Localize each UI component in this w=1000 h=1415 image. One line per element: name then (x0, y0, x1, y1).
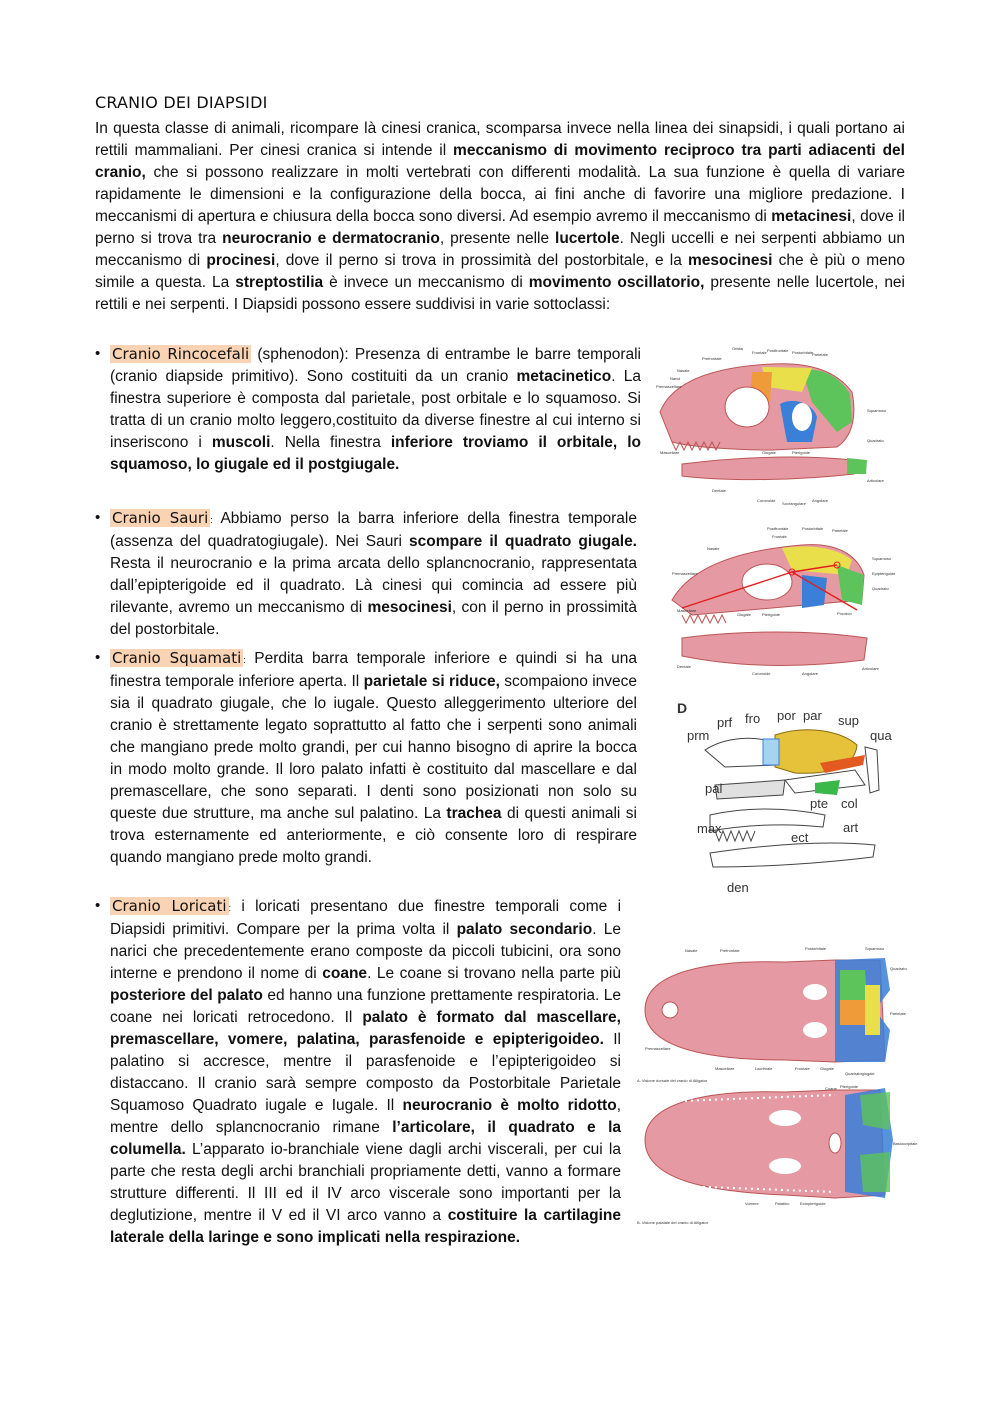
bullet-icon: • (95, 897, 101, 914)
bold-term: mesocinesi (688, 252, 773, 269)
coane (829, 1133, 841, 1153)
svg-text:Parietale: Parietale (812, 352, 828, 357)
svg-text:Giugale: Giugale (762, 450, 776, 455)
svg-text:Squamoso: Squamoso (865, 946, 885, 951)
svg-text:Premascellare: Premascellare (672, 571, 698, 576)
bold-term: l’articolare, il quadrato e la columella. (110, 1119, 622, 1158)
svg-text:Coane: Coane (825, 1086, 837, 1091)
svg-text:Prefrontale: Prefrontale (720, 948, 740, 953)
maxilla (710, 809, 825, 831)
svg-text:Premascellare: Premascellare (656, 384, 682, 389)
heading-colon: : (243, 655, 246, 665)
section-heading: Cranio Rincocefali (112, 345, 250, 363)
svg-text:Quadrato: Quadrato (890, 966, 907, 971)
svg-text:Coronoide: Coronoide (757, 498, 776, 503)
svg-text:Postorbitale: Postorbitale (802, 526, 824, 531)
svg-text:Angolare: Angolare (812, 498, 829, 503)
section-text: i loricati presentano due finestre temporali come i Diapsidi primitivi. Compare per la prima volta il palato secondario. Le narici che precedentemente erano composte da piccoli tubicini, ora sono interne e prendono il nome di coane. Le coane si trovano nella parte più posteriore del palato ed hanno una funzione prettamente respiratoria. Le coane nei loricati retrocedono. Il palato è formato dal mascellare, premascellare, vomere, palatina, parasfenoide e epipterigoideo. Il palatino si accresce, mentre il parasfenoide e l’epipterigoideo si distaccano. Il cranio sarà sempre composto da Postorbitale Parietale Squamoso Quadrato iugale e Iugale. Il neurocranio è molto ridotto, mentre dello splancnocranio rimane l’articolare, il quadrato e la columella. L’apparato io-branchiale viene dagli archi viscerali, per cui la parte che resta degli archi branchiali propriamente detti, vanno a formare strutture differenti. Il III ed il IV arco viscerale sono importanti per la deglutizione, mentre il V ed il VI arco vanno a costituire la cartilagine laterale della laringe e sono implicati nella respirazione. (110, 898, 622, 1246)
bullet-icon: • (95, 649, 101, 666)
svg-text:Angolare: Angolare (802, 671, 819, 676)
figure-rincocefali-skull (652, 342, 902, 510)
svg-text:A. Visione dorsale del cranio: A. Visione dorsale del cranio di Alligator (637, 1078, 708, 1083)
section-text: (sphenodon): Presenza di entrambe le barre temporali (cranio diapside primitivo). Sono costituiti da un cranio metacinetico. La finestra superiore è composta dal parietale, post orbitale e lo squamoso. Si tratta di un cranio molto leggero,costituito da diverse finestre al cui interno si inseriscono i muscoli. Nella finestra inferiore troviamo il orbitale, lo squamoso, lo giugale ed il postgiugale. (110, 346, 641, 473)
svg-text:par: par (803, 708, 822, 723)
svg-text:Postorbitale: Postorbitale (805, 946, 827, 951)
svg-text:Sovrangolare: Sovrangolare (782, 501, 806, 506)
svg-text:Parietale: Parietale (832, 528, 848, 533)
bold-term: parietale si riduce, (363, 673, 500, 690)
svg-text:Giugale: Giugale (737, 612, 751, 617)
lower-jaw (682, 632, 867, 666)
svg-text:Mascellare: Mascellare (660, 450, 680, 455)
bold-term: metacinetico (516, 368, 612, 385)
bullet-icon: • (95, 509, 101, 526)
teeth (682, 615, 726, 623)
svg-text:art: art (843, 820, 859, 835)
svg-text:Frontale: Frontale (795, 1066, 810, 1071)
dorsal-orange (840, 1000, 867, 1025)
bold-term: procinesi (206, 252, 276, 269)
heading-colon: : (210, 515, 213, 525)
svg-text:Quadratogiugale: Quadratogiugale (845, 1071, 875, 1076)
svg-text:D: D (677, 700, 688, 716)
svg-text:Epipterigoide: Epipterigoide (872, 571, 896, 576)
svg-text:Postorbitale: Postorbitale (792, 350, 814, 355)
section-heading: Cranio Sauri (112, 509, 209, 527)
svg-text:Prootico: Prootico (837, 611, 852, 616)
section-squamati (95, 647, 637, 869)
jaw-green (847, 458, 867, 474)
svg-text:Quadrato: Quadrato (872, 586, 889, 591)
bold-term: inferiore troviamo il orbitale, lo squamoso, lo giugale ed il postgiugale. (110, 434, 641, 473)
heading-colon: : (228, 903, 232, 913)
bold-term: movimento oscillatorio, (528, 274, 705, 291)
section-text: Abbiamo perso la barra inferiore della finestra temporale (assenza del quadratogiugale). Nei Sauri scompare il quadrato giugale. Resta il neurocranio e la prima arcata dello splancnocranio, rappresentata dall’epipterigoide ed il quadrato. Là cinesi qui comincia ad essere più rilevante, avremo un meccanismo di mesocinesi, con il perno in prossimità del postorbitale. (110, 510, 637, 638)
page-title: CRANIO DEI DIAPSIDI (95, 93, 268, 112)
svg-text:col: col (841, 796, 858, 811)
svg-text:Dentale: Dentale (677, 664, 691, 669)
svg-text:Mascellare: Mascellare (715, 1066, 735, 1071)
svg-text:Basioccipitale: Basioccipitale (893, 1141, 918, 1146)
svg-text:max: max (697, 821, 722, 836)
svg-text:pal: pal (705, 781, 723, 796)
nares (662, 1002, 678, 1018)
bold-term: costituire la cartilagine laterale della laringe e sono implicati nella respirazione. (110, 1207, 621, 1246)
orbit-blue (763, 739, 779, 765)
svg-text:por: por (777, 708, 796, 723)
palatal-fenestra-2 (769, 1158, 801, 1174)
svg-text:Articolare: Articolare (867, 478, 884, 483)
svg-text:prm: prm (687, 728, 710, 743)
lower-jaw (682, 457, 854, 480)
section-rincocefali (95, 343, 641, 476)
svg-text:den: den (727, 880, 749, 895)
figure-squamati-skull (665, 695, 900, 900)
orbit (742, 564, 792, 600)
palatine-teeth (715, 780, 785, 799)
svg-text:Dentale: Dentale (712, 488, 726, 493)
palatal-green-2 (860, 1152, 890, 1192)
mandible (710, 843, 875, 867)
section-sauri (95, 507, 637, 641)
svg-text:Lacrimale: Lacrimale (755, 1066, 773, 1071)
svg-text:Narici: Narici (670, 376, 681, 381)
section-heading: Cranio Loricati (112, 897, 227, 915)
orbit-left (803, 984, 827, 1000)
svg-text:Frontale: Frontale (772, 534, 787, 539)
svg-text:prf: prf (717, 715, 733, 730)
intro-paragraph: In questa classe di animali, ricompare là cinesi cranica, scomparsa invece nella linea dei sinapsidi, i quali portano ai rettili mammaliani. Per cinesi cranica si intende il meccanismo di movimento reciproco tra parti adiacenti del cranio, che si possono realizzare in molti vertebrati con differenti modalità. La sua funzione è quella di variare rapidamente le dimensioni e la configurazione della bocca, ai fini anche di favorire una migliore predazione. I meccanismi di apertura e chiusura della bocca sono diversi. Ad esempio avremo il meccanismo di metacinesi, dove il perno si trova tra neurocranio e dermatocranio, presente nelle lucertole. Negli uccelli e nei serpenti abbiamo un meccanismo di procinesi, dove il perno si trova in prossimità del postorbitale, e la mesocinesi che è più o meno simile a questa. La streptostilia è invece un meccanismo di movimento oscillatorio, presente nelle lucertole, nei rettili e nei serpenti. I Diapsidi possono essere suddivisi in varie sottoclassi: (95, 120, 906, 313)
bold-term: streptostilia (235, 274, 324, 291)
bold-term: palato è formato dal mascellare, premascellare, vomere, palatina, parasfenoide e epipterigoideo. (110, 1009, 621, 1048)
svg-text:Orbita: Orbita (732, 346, 743, 351)
palatal-green (860, 1092, 890, 1130)
svg-text:B. Visione palatale del cranio: B. Visione palatale del cranio di Alligator (637, 1220, 709, 1225)
svg-text:Squamoso: Squamoso (872, 556, 892, 561)
bold-term: posteriore del palato (110, 987, 263, 1004)
bold-term: scompare il quadrato giugale. (409, 533, 637, 550)
svg-text:Premascellare: Premascellare (645, 1046, 671, 1051)
bullet-icon: • (95, 345, 101, 362)
svg-text:fro: fro (745, 711, 761, 726)
svg-text:pte: pte (810, 796, 829, 811)
svg-text:Pterigoide: Pterigoide (762, 612, 781, 617)
svg-text:Prefrontale: Prefrontale (702, 356, 722, 361)
bold-term: lucertole (555, 230, 620, 247)
svg-text:Quadrato: Quadrato (867, 438, 884, 443)
bold-term: muscoli (211, 434, 271, 451)
svg-text:Ectopterigoide: Ectopterigoide (800, 1201, 826, 1206)
svg-text:Coronoide: Coronoide (752, 671, 771, 676)
svg-text:Postfrontale: Postfrontale (767, 348, 789, 353)
svg-text:Squamoso: Squamoso (867, 408, 887, 413)
section-loricati (95, 895, 621, 1249)
figure-loricati-skull (635, 930, 918, 1228)
svg-text:Parietale: Parietale (890, 1011, 906, 1016)
dorsal-green (840, 970, 867, 1000)
svg-text:qua: qua (870, 728, 892, 743)
bold-term: neurocranio e dermatocranio (222, 230, 440, 247)
bold-term: metacinesi (771, 208, 852, 225)
section-text: Perdita barra temporale inferiore e quindi si ha una finestra temporale inferiore aperta. Il parietale si riduce, scompaiono invece sia il quadrato giugale, che lo iugale. Questo alleggerimento ulteriore del cranio è strettamente legato soprattutto al fatto che i serpenti sono animali che mangiano prede molto grandi, per cui hanno bisogno di aprire la bocca in modo molto grande. Il loro palato infatti è costituito dal mascellare e dal premascellare, che sono separati. I denti sono posizionati non solo su queste due strutture, ma anche sul palatino. La trachea di questi animali si trova esternamente ed anteriormente, e ciò consente loro di respirare quando mangiano prede molto grandi. (110, 650, 637, 866)
svg-text:Nasale: Nasale (707, 546, 720, 551)
orbit (725, 387, 769, 427)
palatal-fenestra-1 (769, 1110, 801, 1126)
svg-text:Articolare: Articolare (862, 666, 879, 671)
fenestra (792, 403, 812, 431)
orbit-right (803, 1022, 827, 1038)
svg-text:Frontale: Frontale (752, 350, 767, 355)
bold-term: trachea (446, 805, 502, 822)
bold-term: meccanismo di movimento reciproco tra parti adiacenti del cranio, (95, 142, 905, 181)
svg-text:Pterigoide: Pterigoide (840, 1084, 859, 1089)
svg-text:sup: sup (838, 713, 859, 728)
section-heading: Cranio Squamati (112, 649, 242, 667)
svg-text:Palatino: Palatino (775, 1201, 790, 1206)
bold-term: coane (322, 965, 368, 982)
svg-text:Giugale: Giugale (820, 1066, 834, 1071)
bold-term: mesocinesi (367, 599, 452, 616)
svg-text:Mascellare: Mascellare (677, 608, 697, 613)
dorsal-yellow (865, 985, 880, 1035)
figure-sauri-skull (652, 520, 902, 688)
svg-text:ect: ect (791, 830, 809, 845)
svg-text:Nasale: Nasale (685, 948, 698, 953)
svg-text:Postfrontale: Postfrontale (767, 526, 789, 531)
quadrate (865, 747, 879, 793)
bold-term: neurocranio è molto ridotto (402, 1097, 617, 1114)
svg-text:Pterigoide: Pterigoide (792, 450, 811, 455)
svg-text:Nasale: Nasale (677, 368, 690, 373)
bold-term: palato secondario (456, 921, 593, 938)
svg-text:Vomere: Vomere (745, 1201, 759, 1206)
